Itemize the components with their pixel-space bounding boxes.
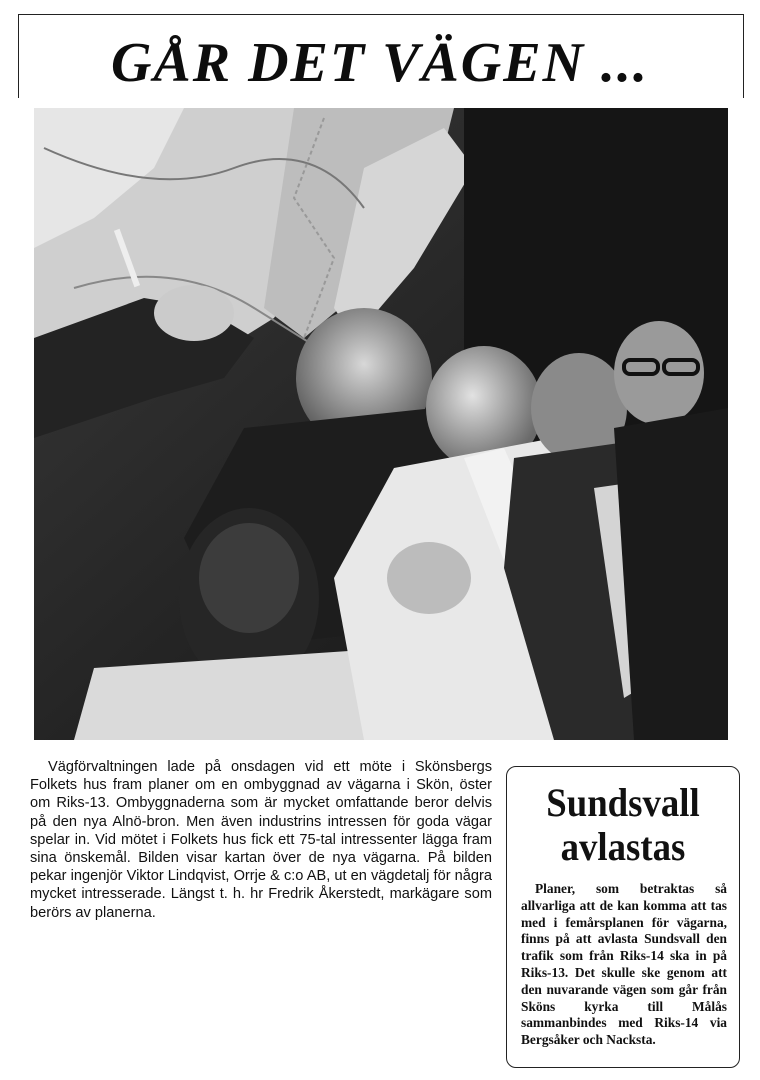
- photo-caption-text: Vägförvaltningen lade på onsdagen vid ett möte i Skönsbergs Folkets hus fram planer om en ombyggnad av vägarna i Skön, öster om Riks-13. Ombyggnaderna som är mycket omfattande beror delvis på den nya Alnö-bron. Men även industrins intressen för goda vägar spelar in. Vid mötet i Folkets hus fick ett 75-tal intressenter lägga fram sina önskemål. Bilden visar kartan över de nya vägarna. På bilden pekar ingenjör Viktor Lindqvist, Orrje & c:o AB, ut en vägdetalj för några mycket intresserade. Längst t. h. hr Fredrik Åkerstedt, markägare som berörs av planerna.: [30, 759, 492, 921]
- sidebar-box-title-line2: avlastas: [560, 824, 686, 869]
- headline-frame-top: [18, 14, 744, 15]
- sidebar-box-body-text: Planer, som betraktas så allvarliga att de kan komma att tas med i femårsplanen för vägarna, finns på att avlasta Sundsvall den trafik som från Riks-14 ska in på Riks-13. Det skulle ske genom att den nuvarande vägen som går från Sköns kyrka till Målås sammanbindes med Riks-14 via Bergsåker och Nacksta.: [521, 881, 727, 1048]
- news-photo: [34, 108, 728, 740]
- headline: GÅR DET VÄGEN ...: [110, 32, 650, 94]
- sidebar-box-body: [521, 881, 727, 1049]
- sidebar-box-title: [516, 781, 729, 869]
- sidebar-box-title-line1: Sundsvall: [546, 780, 700, 825]
- photo-caption: [30, 758, 492, 922]
- news-photo-image: [34, 108, 728, 740]
- headline-frame-left: [18, 14, 19, 98]
- headline-frame-right: [743, 14, 744, 98]
- sidebar-news-box: [506, 766, 740, 1068]
